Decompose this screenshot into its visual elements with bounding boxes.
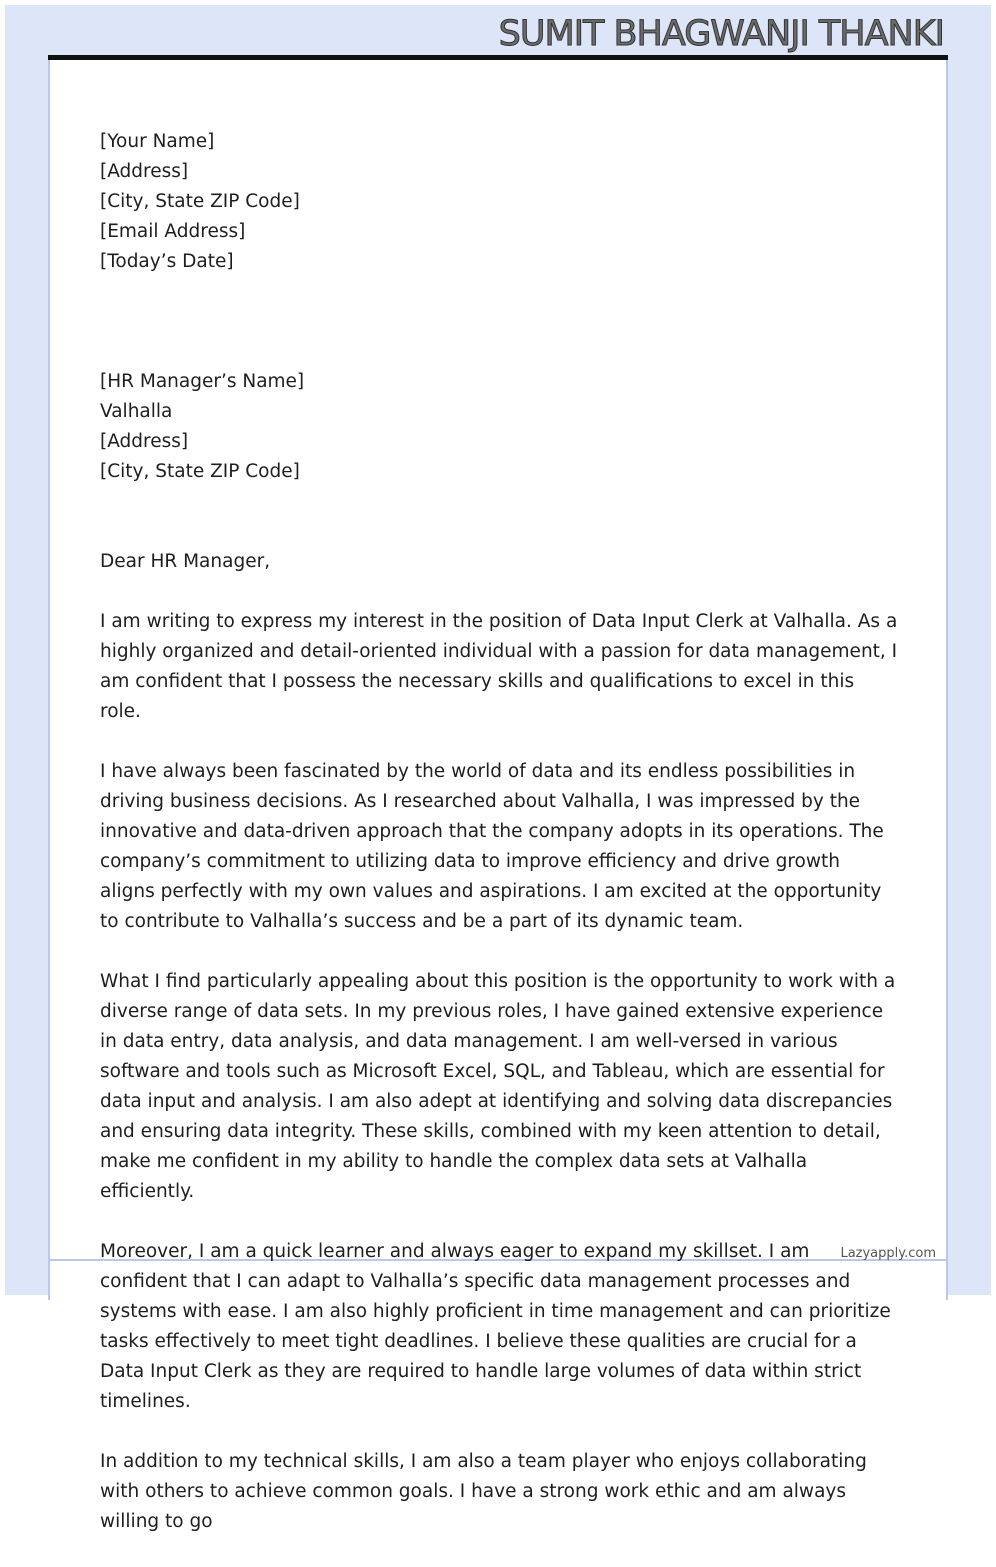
- watermark-text: Lazyapply.com: [840, 1246, 936, 1261]
- sender-email: [Email Address]: [100, 221, 246, 242]
- letter-body: [100, 97, 900, 1567]
- sender-address: [Address]: [100, 161, 189, 182]
- applicant-name-heading: SUMIT BHAGWANJI THANKI: [498, 14, 944, 54]
- recipient-city: [City, State ZIP Code]: [100, 461, 300, 482]
- recipient-name: [HR Manager’s Name]: [100, 371, 305, 392]
- body-paragraph-1: I am writing to express my interest in the position of Data Input Clerk at Valhalla. As a highly organized and detail-oriented individual with a passion for data management, I am confident that I possess the necessary skills and qualifications to excel in this role.: [100, 611, 898, 722]
- sender-date: [Today’s Date]: [100, 251, 234, 272]
- sender-city: [City, State ZIP Code]: [100, 191, 300, 212]
- sender-name: [Your Name]: [100, 131, 215, 152]
- body-paragraph-5: In addition to my technical skills, I am also a team player who enjoys collaborating with others to achieve common goals. I have a strong work ethic and am always willing to go: [100, 1451, 867, 1532]
- recipient-company: Valhalla: [100, 401, 173, 422]
- body-paragraph-4: Moreover, I am a quick learner and always eager to expand my skillset. I am confident that I can adapt to Valhalla’s specific data management processes and systems with ease. I am also highly proficient in time management and can prioritize tasks effectively to meet tight deadlines. I believe these qualities are crucial for a Data Input Clerk as they are required to handle large volumes of data within strict timelines.: [100, 1241, 891, 1412]
- recipient-address: [Address]: [100, 431, 189, 452]
- salutation: Dear HR Manager,: [100, 551, 271, 572]
- body-paragraph-3: What I find particularly appealing about this position is the opportunity to work with a diverse range of data sets. In my previous roles, I have gained extensive experience in data entry, data analysis, and data management. I am well-versed in various software and tools such as Microsoft Excel, SQL, and Tableau, which are essential for data input and analysis. I am also adept at identifying and solving data discrepancies and ensuring data integrity. These skills, combined with my keen attention to detail, make me confident in my ability to handle the complex data sets at Valhalla efficiently.: [100, 971, 896, 1202]
- body-paragraph-2: I have always been fascinated by the world of data and its endless possibilities in driving business decisions. As I researched about Valhalla, I was impressed by the innovative and data-driven approach that the company adopts in its operations. The company’s commitment to utilizing data to improve efficiency and drive growth aligns perfectly with my own values and aspirations. I am excited at the opportunity to contribute to Valhalla’s success and be a part of its dynamic team.: [100, 761, 884, 932]
